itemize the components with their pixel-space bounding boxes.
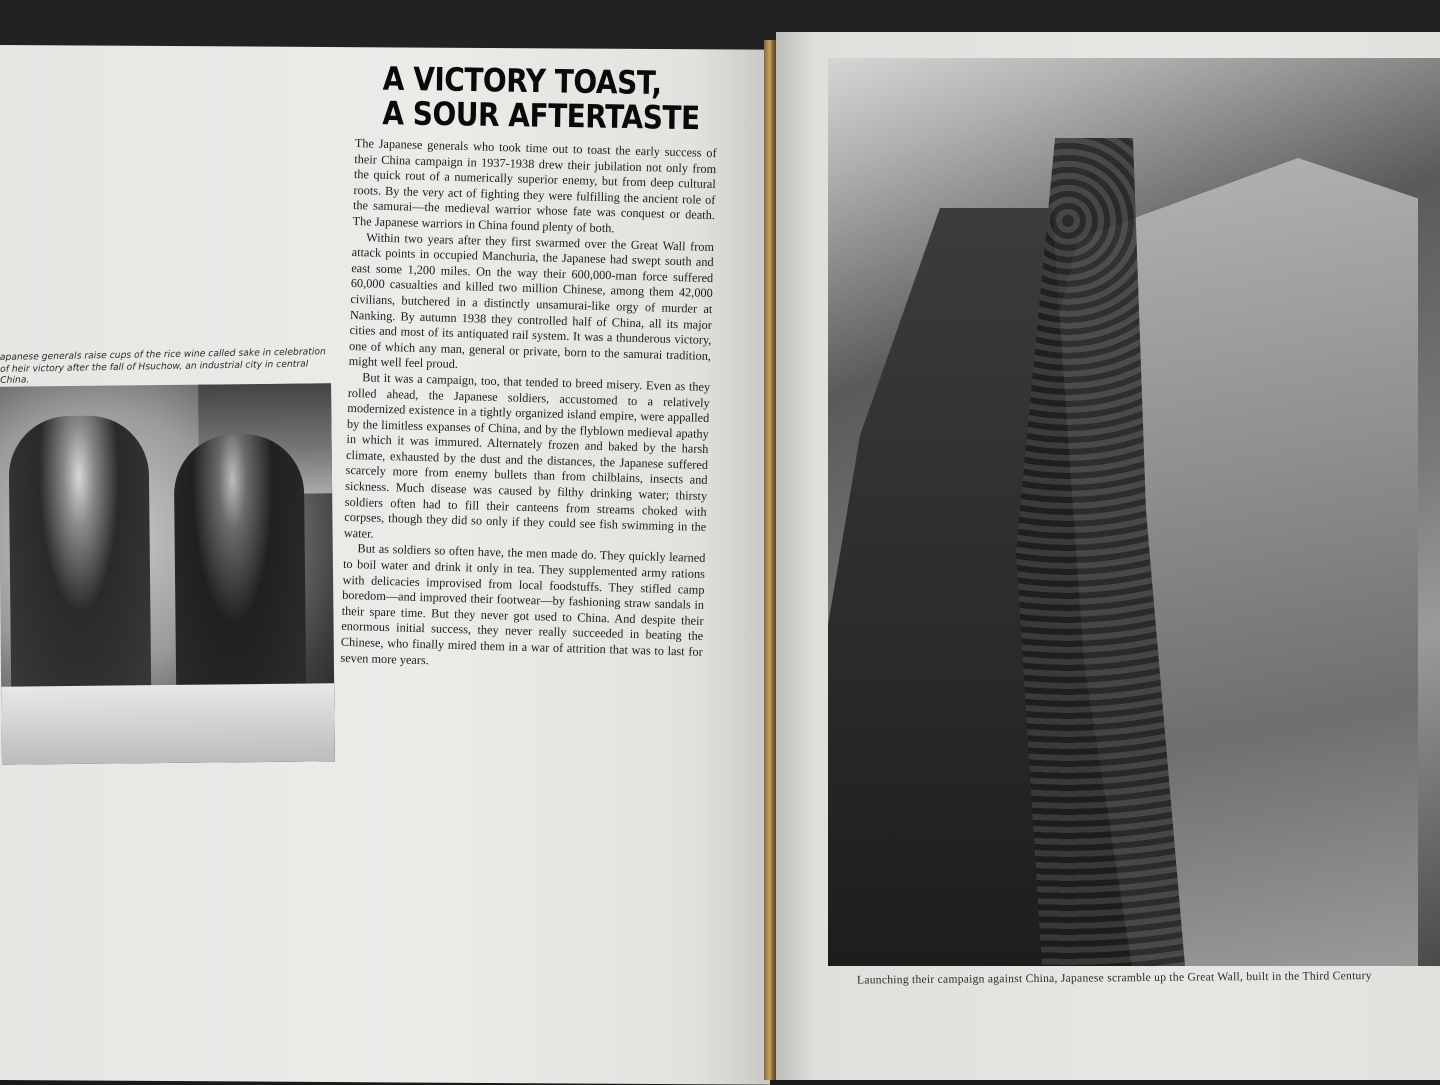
- photo-figure-general-left: [8, 415, 151, 716]
- article-body: [340, 136, 717, 676]
- article-paragraph: Within two years after they first swarmed over the Great Wall from attack points in occupied Manchuria, the Japanese had swept south and east some 1,200 miles. On the way their 600,000-man force suffered 60,000 casualties and killed two million Chinese, among them 42,000 civilians, butchered in a distinctly unsamurai-like orgy of murder at Nanking. By autumn 1938 they controlled half of China, all its major cities and most of its antiquated rail system. It was a thunderous victory, one of which any man, general or private, born to the samurai tradition, might well feel proud.: [348, 229, 715, 372]
- photo-table: [1, 683, 335, 764]
- article-headline: [382, 59, 743, 138]
- article-paragraph: But it was a campaign, too, that tended to breed misery. Even as they rolled ahead, the Japanese soldiers, accustomed to a relatively modernized existence in a tightly organized island empire, were appalled by the limitless expanses of China, and by the flyblown medieval apathy in which it was immured. Alternately frozen and baked by the harsh climate, exhausted by the dust and the distances, the Japanese suffered scarcely more from enemy bullets than from chilblains, insects and sickness. Much disease was caused by filthy drinking water; thirsty soldiers often had to fill their canteens from streams choked with corpses, though they did so only if they could see fish swimming in the water.: [343, 370, 711, 541]
- left-photo-caption: apanese generals raise cups of the rice wine called sake in celebration of heir victory after the fall of Hsuchow, an industrial city in central China.: [0, 346, 326, 386]
- article-paragraph: The Japanese generals who took time out to toast the early success of their China campaign in 1937-1938 drew their jubilation not only from the quick rout of a numerically superior enemy, but from deep cultural roots. By the very act of fighting they were fulfilling the ancient role of the samurai—the medieval warrior whose fate was conquest or death. The Japanese warriors in China found plenty of both.: [352, 136, 717, 236]
- great-wall-photo: [828, 58, 1440, 966]
- headline-line-2: A SOUR AFTERTASTE: [382, 94, 700, 138]
- article-paragraph: But as soldiers so often have, the men made do. They quickly learned to boil water and drink it only in tea. They supplemented army rations with delicacies improvised from local foodstuffs. They stifled camp boredom—and improved their footwear—by fashioning straw sandals in their spare time. But they never got used to China. And despite their enormous initial success, they never really succeeded in beating the Chinese, who finally mired them in a war of attrition that was to last for seven more years.: [340, 541, 706, 667]
- generals-toast-photo: [0, 383, 335, 764]
- headline-line-1: A VICTORY TOAST,: [382, 59, 662, 103]
- right-photo-caption: Launching their campaign against China, Japanese scramble up the Great Wall, built in the Third Century: [856, 969, 1372, 987]
